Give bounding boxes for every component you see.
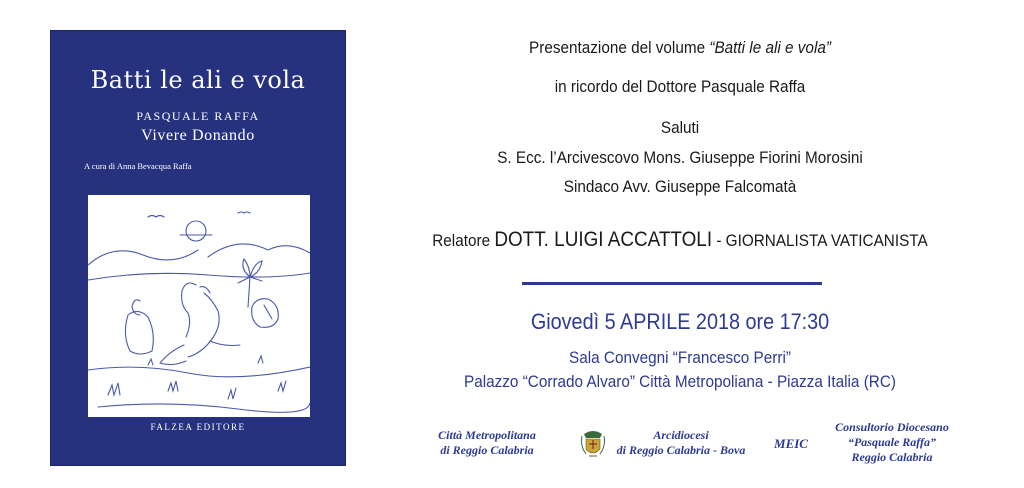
book-author: PASQUALE RAFFA — [136, 109, 260, 123]
sponsor-archdiocese — [606, 428, 756, 458]
venue-hall: Sala Convegni “Francesco Perri” — [569, 348, 791, 367]
sponsor-archdiocese-line1: Arcidiocesi — [653, 428, 709, 442]
sponsor-metropolitan-city-line2: di Reggio Calabria — [440, 443, 534, 457]
sponsor-archdiocese-line2: di Reggio Calabria - Bova — [616, 443, 746, 457]
sponsor-metropolitan-city-line1: Città Metropolitana — [438, 428, 536, 442]
book-curator: A cura di Anna Bevacqua Raffa — [84, 161, 192, 171]
book-title: Batti le ali e vola — [90, 66, 306, 94]
sponsor-consultorio-line3: Reggio Calabria — [851, 450, 933, 464]
sponsor-metropolitan-city — [432, 428, 542, 458]
divider — [522, 282, 822, 285]
speaker-prefix: Relatore — [432, 231, 495, 250]
sponsor-meic: MEIC — [774, 436, 808, 451]
greetings-heading: Saluti — [660, 118, 700, 137]
greeting-archbishop: S. Ecc. l’Arcivescovo Mons. Giuseppe Fiorini Morosini — [497, 148, 863, 167]
sponsor-consultorio — [832, 420, 952, 465]
event-date: Giovedì 5 APRILE 2018 ore 17:30 — [530, 309, 830, 334]
speaker-name: DOTT. LUIGI ACCATTOLI — [494, 228, 713, 251]
presentation-prefix: Presentazione del volume — [529, 38, 710, 57]
memorial-line: in ricordo del Dottore Pasquale Raffa — [554, 77, 806, 96]
pencil-sketch-illustration — [88, 195, 310, 417]
speaker-line — [392, 228, 968, 252]
venue-address: Palazzo “Corrado Alvaro” Città Metropoliana - Piazza Italia (RC) — [464, 372, 896, 391]
book-publisher: FALZEA EDITORE — [150, 422, 246, 432]
book-illustration — [88, 195, 310, 417]
book-subtitle: Vivere Donando — [141, 127, 255, 144]
book-cover — [50, 30, 346, 466]
speaker-role: - GIORNALISTA VATICANISTA — [712, 231, 928, 250]
sponsor-consultorio-line1: Consultorio Diocesano — [835, 420, 949, 434]
greeting-mayor: Sindaco Avv. Giuseppe Falcomatà — [563, 177, 797, 196]
sponsor-consultorio-line2: “Pasquale Raffa” — [847, 435, 937, 449]
presentation-book-title: “Batti le ali e vola” — [709, 38, 831, 57]
archdiocese-crest-icon — [580, 430, 606, 460]
presentation-line — [392, 38, 968, 58]
